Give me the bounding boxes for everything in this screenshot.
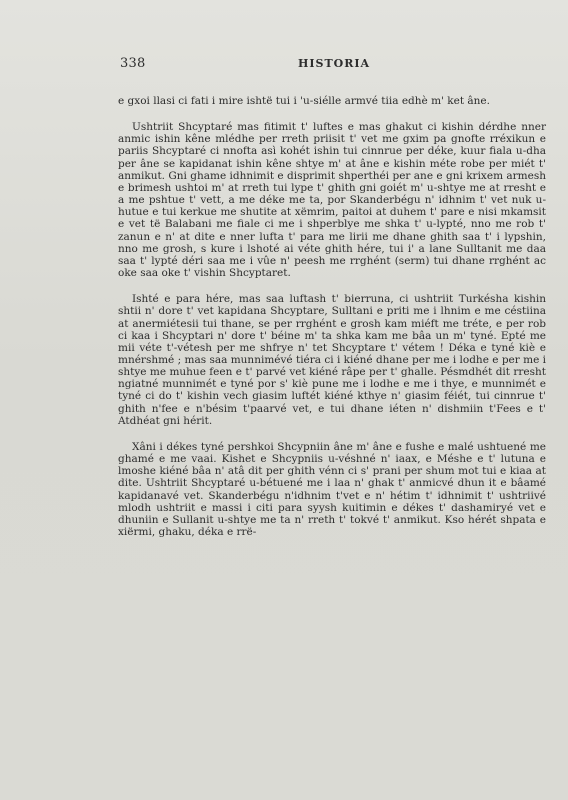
body-text <box>118 95 546 538</box>
paragraph: Ishté e para hére, mas saa luftash t' bierruna, ci ushtriit Turkésha kishin shtii n' dore t' vet kapidana Shcyptare, Sulltani e priti me i lhnim e me céstiina at anermiétesii tui thane, se per rrghént e grosh kam miéft me tréte, e per rob ci kaa i Shcyptari n' dore t' béine m' ta shka kam me bâa un m' tyné. Epté me mii véte t'-vétesh per me shfrye n' tet Shcyptare t' vétem ! Déka e tyné kiè e mnérshmé ; mas saa munnimévé tiéra ci i kiéné dhane per me i lodhe e per me i shtye me muhue feen e t' parvé vet kiéné râpe per t' ghalle. Pésmdhét dit rresht ngiatné munnimét e tyné por s' kiè pune me i lodhe e me i thye, e munnimét e tyné ci do t' kishin vech giasim luftét kiéné kthye n' giasim féiét, tui cinnrue t' ghith n'fee e n'bésim t'paarvé vet, e tui dhane iéten n' dishmiin t'Fees e t' Atdhéat gni hérit. <box>118 293 546 427</box>
page-number: 338 <box>120 56 146 71</box>
paragraph-continued: e gxoi llasi ci fati i mire ishtë tui i 'u-siélle armvé tiia edhè m' ket âne. <box>118 95 490 107</box>
paragraph: Xâni i dékes tyné pershkoi Shcypniin âne m' âne e fushe e malé ushtuené me ghamé e me vaai. Kishet e Shcypniis u-véshné n' iaax, e Méshe e t' lutuna e lmoshe kiéné bâa n' atâ dit per ghith vénn ci s' prani per shum mot tui e kiaa at dite. Ushtriit Shcyptaré u-bétuené me i laa n' ghak t' anmicvé dhun it e bâamé kapidanavé vet. Skanderbégu n'idhnim t'vet e n' hétim t' idhnimit t' ushtriivé mlodh ushtriit e massi i citi para syysh kuitimin e dékes t' dashamiryé vet e dhuniin e Sullanit u-shtye me ta n' rreth t' tokvé t' anmikut. Kso hérét shpata e xiërmi, ghaku, déka e rrë- <box>118 440 546 538</box>
running-head: HISTORIA <box>298 57 371 70</box>
paragraph: Ushtriit Shcyptaré mas fitimit t' luftes e mas ghakut ci kishin dérdhe nner anmic ishin kêne mlédhe per rreth priisit t' vet me gxim pa gnofte rréxikun e pariis Shcyptaré ci nnofta asì kohét ishin tui cinnrue per déke, kuur fiala u-dha per âne se kapidanat ishin kêne shtye m' at âne e kishin méte robe per miét t' anmikut. Gni ghame idhnimit e disprimit shperthéi per ane e gni krixem armesh e brimesh ushtoi m' at rreth tui lype t' ghith gni goiét m' u-shtye me at rresht e a me pshtue t' vett, a me déke me ta, por Skanderbégu n' idhnim t' vet nuk u-hutue e tui kerkue me shutite at xëmrim, paitoi at duhem t' pare e nisi mkamsit e vet të Balabani me fiale ci me i shperblye me shka t' u-lypté, nno me rob t' zanun e n' at dite e nner lufta t' para me lirii me dhane ghith saa t' i lypshin, nno me grosh, s kure i lshoté ai véte ghith hére, tui i' a lane Sulltanit me daa saa t' lypté déri saa me i vûe n' peesh me rrghént (serm) tui dhane rrghént ac oke saa oke t' vishin Shcyptaret. <box>118 121 546 280</box>
page-header <box>120 56 540 76</box>
